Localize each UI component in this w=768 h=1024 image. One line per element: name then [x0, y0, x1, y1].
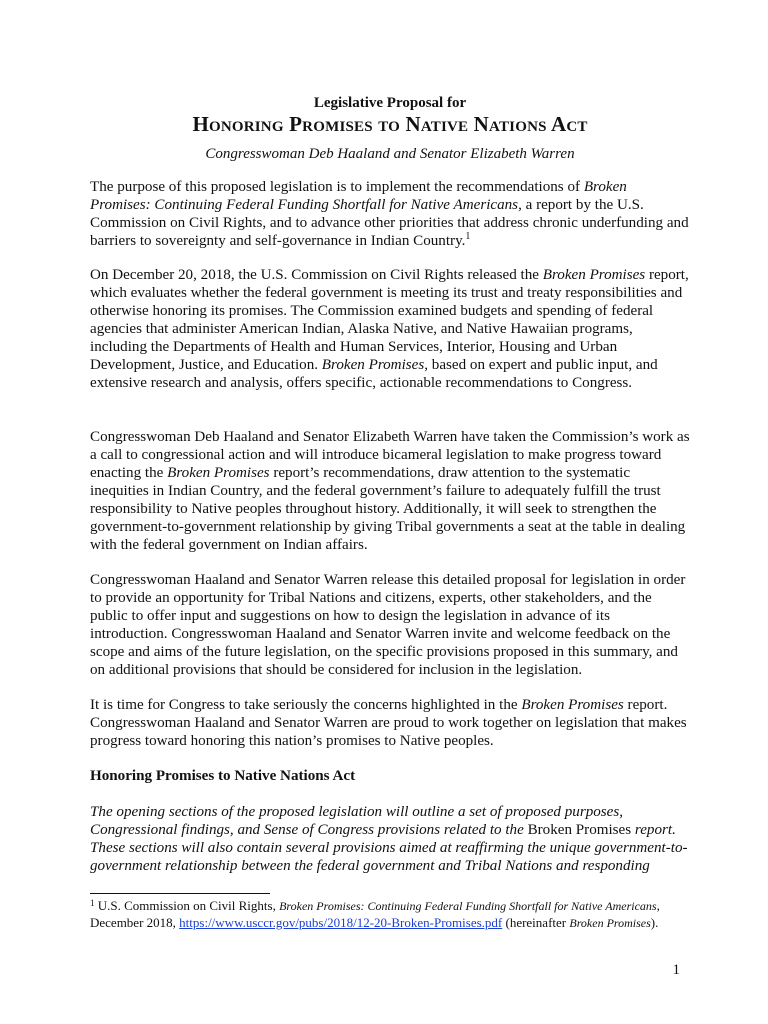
- document-title: Honoring Promises to Native Nations Act: [192, 112, 588, 136]
- text-span: report. Congresswoman Haaland and Senator Warren are proud to work together on legislation that makes progress toward honoring this nation’s promises to Native peoples.: [90, 697, 687, 749]
- report-title-italic: Broken Promises: [321, 357, 425, 373]
- text-span: report, which evaluates whether the federal government is meeting its trust and treaty responsibilities and otherwise honoring its promises. The Commission examined budgets and spending of federal agencies that administer American Indian, Alaska Native, and Native Hawaiian programs, including the Departments of Health and Human Services, Interior, Housing and Urban Development, Justice, and Education.: [90, 267, 689, 373]
- paragraph-congressional-action: [90, 428, 690, 554]
- report-title-italic: Broken Promises: Continuing Federal Funding Shortfall for Native Americans: [279, 899, 657, 913]
- report-title-italic: Broken Promises: Continuing Federal Funding Shortfall for Native Americans: [90, 179, 627, 213]
- text-span: report’s recommendations, draw attention to the systematic inequities in Indian Country, and the federal government’s failure to adequately fulfill the trust responsibility to Native peoples throughout history. Additionally, it will seek to strengthen the government-to-government relationship by giving Tribal governments a seat at the table in dealing with the federal government on Indian affairs.: [90, 465, 686, 553]
- text-span: U.S. Commission on Civil Rights,: [94, 898, 280, 913]
- text-span: , December 2018,: [90, 898, 660, 930]
- text-span: report. These sections will also contain several provisions aimed at reaffirming the unique government-to-government relationship between the federal government and Tribal Nations and responding: [90, 822, 688, 874]
- report-link[interactable]: https://www.usccr.gov/pubs/2018/12-20-Broken-Promises.pdf: [179, 914, 503, 930]
- authors-line: Congresswoman Deb Haaland and Senator Elizabeth Warren: [205, 146, 575, 162]
- text-span: ).: [650, 914, 659, 930]
- text-span: The opening sections of the proposed legislation will outline a set of proposed purposes, Congressional findings, and Sense of Congress provisions related to the: [90, 804, 624, 838]
- paragraph-feedback: Congresswoman Haaland and Senator Warren release this detailed proposal for legislation in order to provide an opportunity for Tribal Nations and citizens, experts, other stakeholders, and the public to offer input and suggestions on how to design the legislation in advance of its introduction. Congresswoman Haaland and Senator Warren invite and welcome feedback on the scope and aims of the future legislation, on the specific provisions proposed in this summary, and on additional provisions that should be considered for inclusion in the legislation.: [90, 572, 686, 678]
- footnote: [90, 898, 690, 931]
- document-page: [90, 0, 690, 1024]
- text-span: (hereinafter: [502, 914, 570, 930]
- paragraph-purpose: [90, 178, 690, 250]
- report-title-italic: Broken Promises: [569, 915, 651, 930]
- text-span: , based on expert and public input, and extensive research and analysis, offers specific, actionable recommendations to Congress.: [90, 357, 658, 391]
- paragraph-opening-sections: [90, 803, 690, 875]
- report-title-italic: Broken Promises: [542, 267, 646, 283]
- page-number: 1: [672, 962, 680, 978]
- report-title-italic: Broken Promises: [521, 697, 624, 713]
- proposal-kicker: Legislative Proposal for: [313, 95, 467, 111]
- paragraph-report-release: [90, 266, 690, 392]
- footnote-marker[interactable]: 1: [465, 231, 471, 242]
- paragraph-call-to-action: [90, 696, 690, 750]
- section-heading: Honoring Promises to Native Nations Act: [90, 768, 356, 784]
- footnote-divider: [90, 893, 270, 894]
- text-span: Congresswoman Deb Haaland and Senator Elizabeth Warren have taken the Commission’s work as a call to congressional action and will introduce bicameral legislation to make progress toward enacting the: [90, 429, 690, 481]
- report-title-upright: Broken Promises: [527, 822, 632, 838]
- report-title-italic: Broken Promises: [167, 465, 270, 481]
- text-span: It is time for Congress to take seriously the concerns highlighted in the: [90, 697, 522, 713]
- text-span: The purpose of this proposed legislation is to implement the recommendations of: [90, 179, 584, 195]
- text-span: , a report by the U.S. Commission on Civil Rights, and to advance other priorities that address chronic underfunding and barriers to sovereignty and self-governance in Indian Country.: [90, 197, 689, 249]
- text-span: On December 20, 2018, the U.S. Commission on Civil Rights released the: [90, 267, 543, 283]
- footnote-number: 1: [90, 898, 95, 908]
